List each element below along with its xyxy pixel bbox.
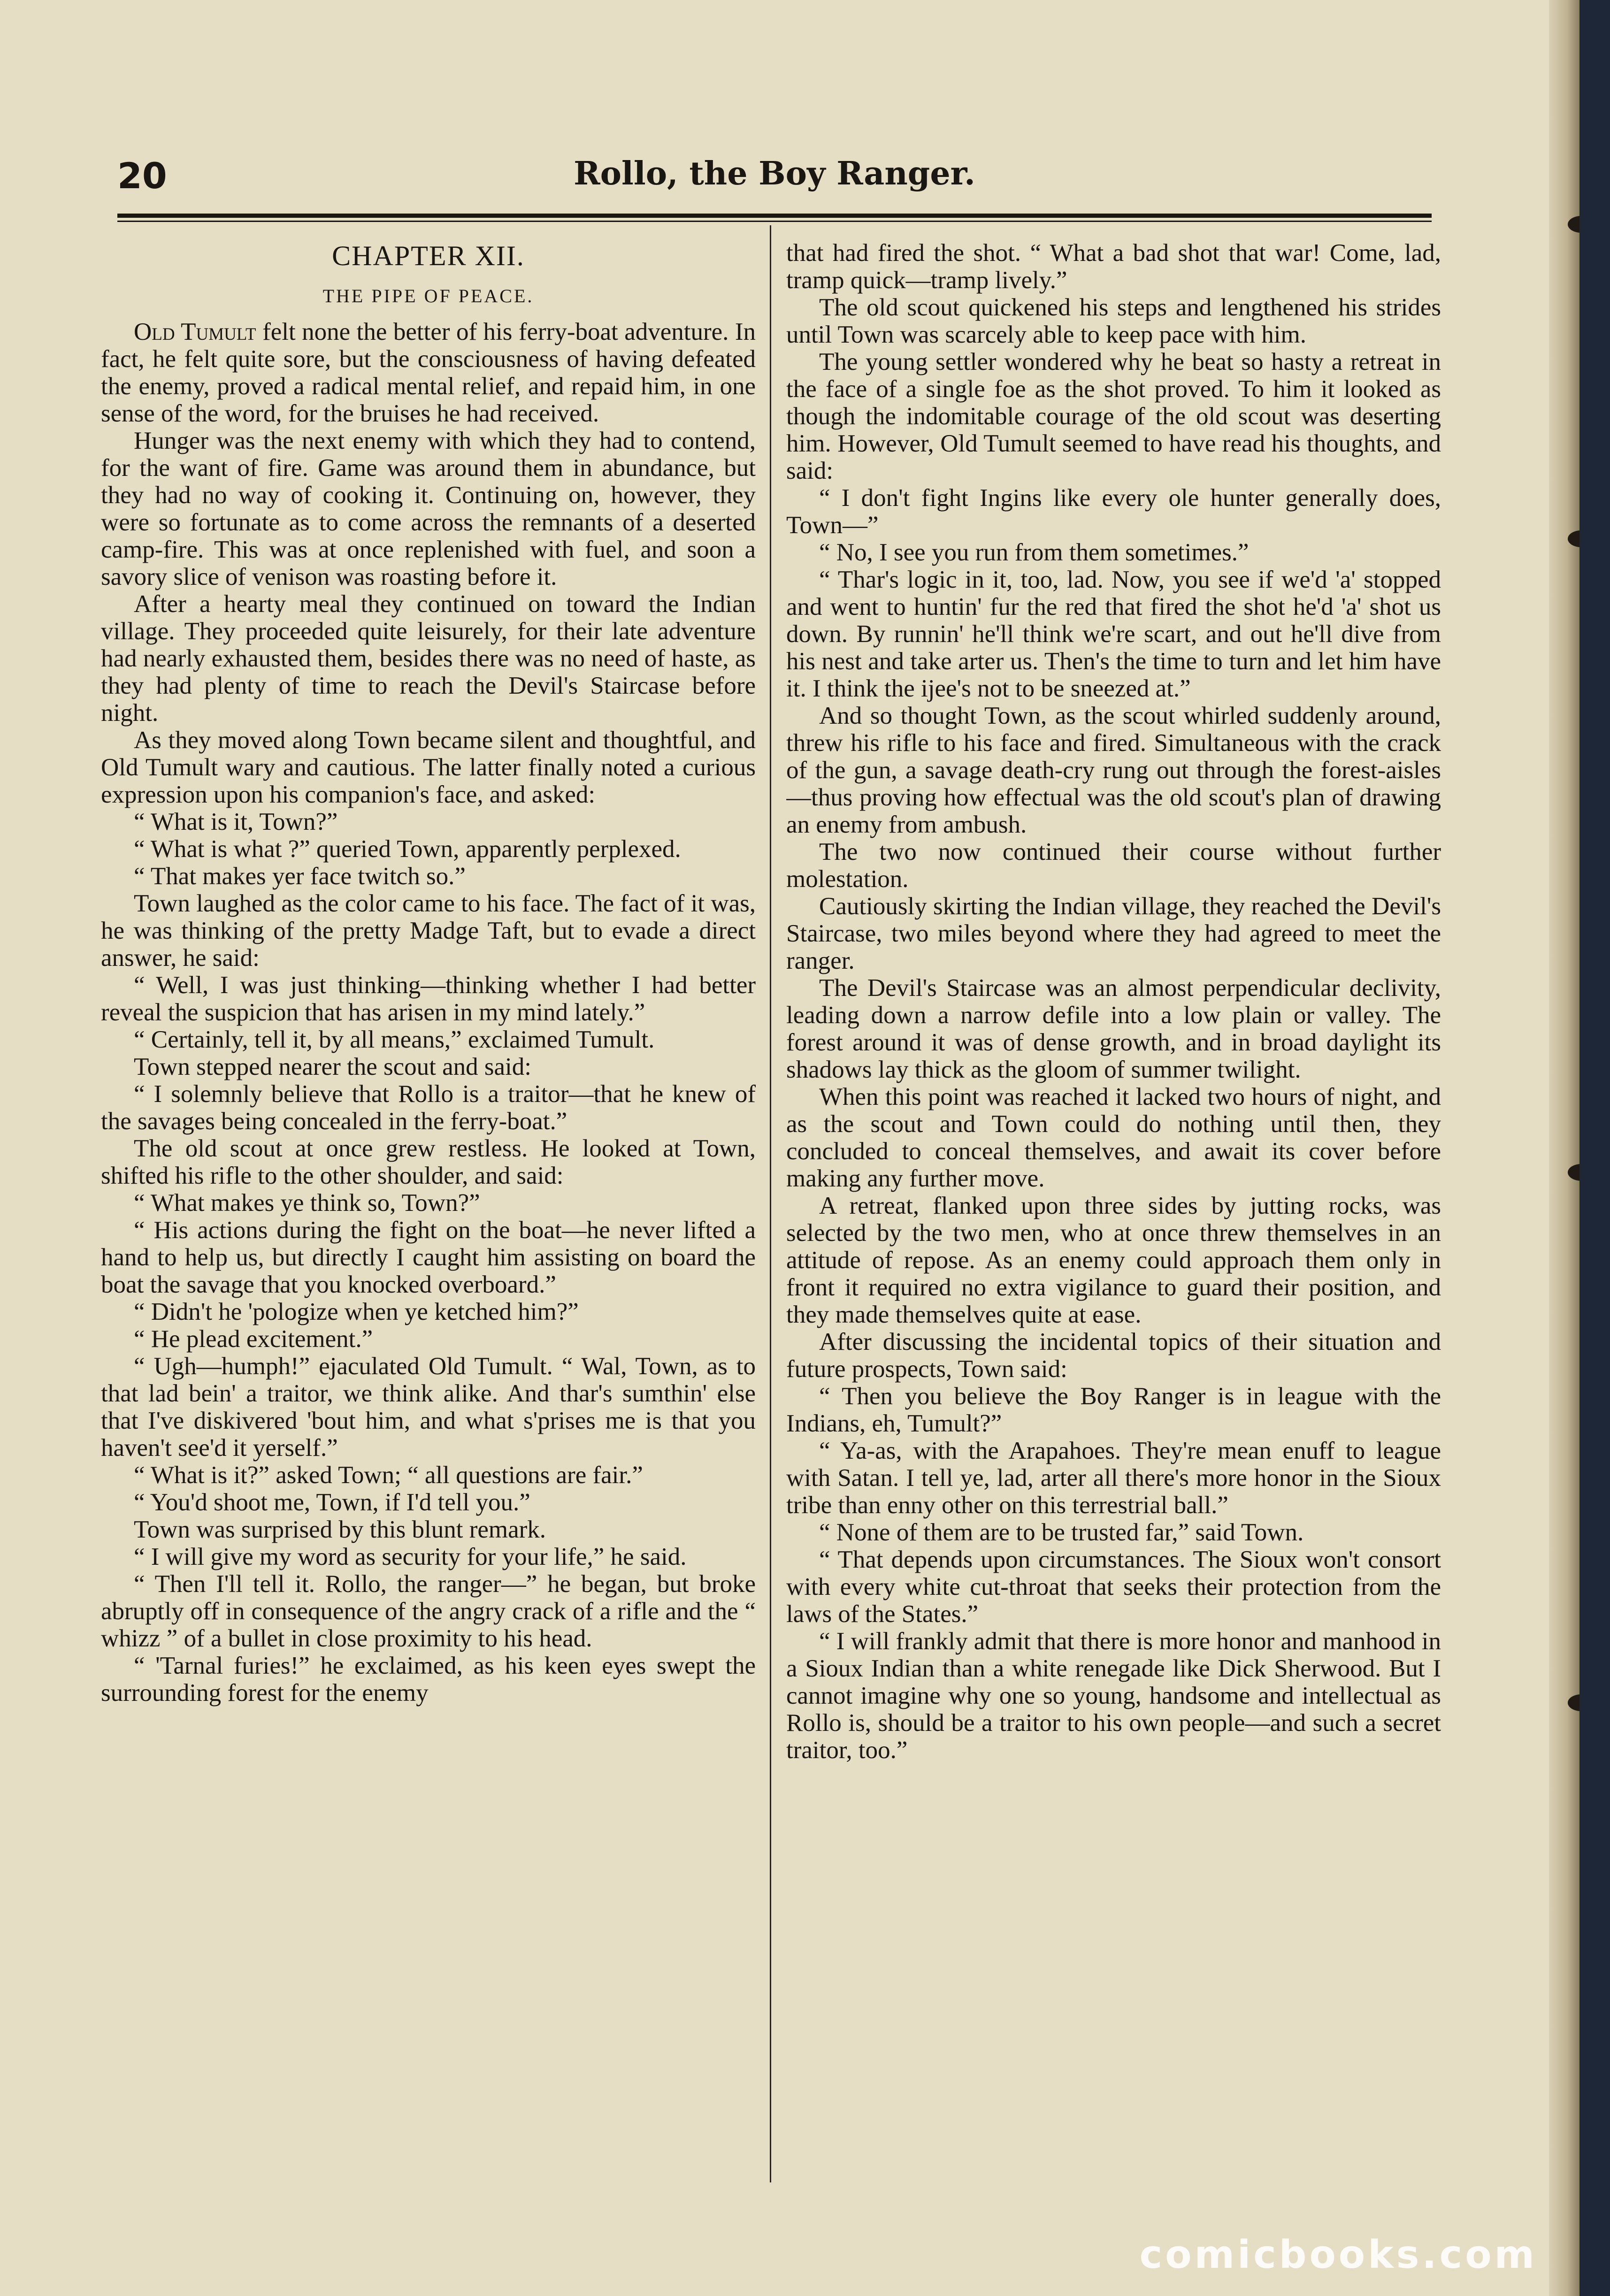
paragraph: “ What is it?” asked Town; “ all questions are fair.”	[134, 1462, 643, 1489]
paragraph: “ You'd shoot me, Town, if I'd tell you.”	[134, 1489, 530, 1516]
paragraph: “ That depends upon circumstances. The Sioux won't consort with every white cut-throat that seeks their protection from the laws of the States.”	[786, 1546, 1441, 1628]
watermark: comicbooks.com	[1139, 2233, 1537, 2277]
running-title: Rollo, the Boy Ranger.	[574, 155, 975, 192]
paragraph: “ He plead excitement.”	[134, 1325, 373, 1353]
paragraph: “ That makes yer face twitch so.”	[134, 863, 466, 890]
paragraph: The old scout at once grew restless. He looked at Town, shifted his rifle to the other shoulder, and said:	[101, 1135, 756, 1189]
paragraph: “ None of them are to be trusted far,” said Town.	[819, 1519, 1304, 1546]
left-paragraphs	[101, 318, 756, 1707]
paragraph: “ Thar's logic in it, too, lad. Now, you see if we'd 'a' stopped and went to huntin' fur the red that fired the shot he'd 'a' shot us down. By runnin' he'll think we're scart, and out he'll dive from his nest and take arter us. Then's the time to turn and let him have it. I think the ijee's not to be sneezed at.”	[786, 566, 1441, 702]
right-column	[786, 239, 1441, 2187]
paragraph: “ I don't fight Ingins like every ole hunter generally does, Town—”	[786, 484, 1441, 539]
paragraph: “ Didn't he 'pologize when ye ketched him?”	[134, 1298, 579, 1325]
paragraph: A retreat, flanked upon three sides by jutting rocks, was selected by the two men, who at once threw themselves in an attitude of repose. As an enemy could approach them only in front it required no extra vigilance to guard their position, and they made themselves quite at ease.	[786, 1192, 1441, 1328]
paragraph: “ I solemnly believe that Rollo is a traitor—that he knew of the savages being concealed in the ferry-boat.”	[101, 1080, 756, 1135]
paragraph: As they moved along Town became silent and thoughtful, and Old Tumult wary and cautious. The latter finally noted a curious expression upon his companion's face, and asked:	[101, 727, 756, 808]
paragraph: “ His actions during the fight on the boat—he never lifted a hand to help us, but directly I caught him assisting on board the boat the savage that you knocked overboard.”	[101, 1217, 756, 1298]
paragraph: Town was surprised by this blunt remark.	[134, 1516, 546, 1543]
chapter-title: CHAPTER XII.	[332, 240, 525, 271]
paragraph: When this point was reached it lacked two hours of night, and as the scout and Town could do nothing until then, they concluded to conceal themselves, and await its cover before making any further move.	[786, 1083, 1441, 1192]
right-paragraphs	[786, 239, 1441, 1764]
header-rule-thin	[117, 221, 1432, 222]
column-divider	[770, 225, 771, 2182]
left-column	[101, 239, 756, 2187]
paragraph: “ I will frankly admit that there is more honor and manhood in a Sioux Indian than a white renegade like Dick Sherwood. But I cannot imagine why one so young, handsome and intellectual as Rollo is, should be a traitor to his own people—and such a secret traitor, too.”	[786, 1628, 1441, 1764]
paragraph: “ Ya-as, with the Arapahoes. They're mean enuff to league with Satan. I tell ye, lad, arter all there's more honor in the Sioux tribe than enny other on this terrestrial ball.”	[786, 1437, 1441, 1519]
paragraph: And so thought Town, as the scout whirled suddenly around, threw his rifle to his face and fired. Simultaneous with the crack of the gun, a savage death-cry rung out through the forest-aisles—thus proving how effectual was the old scout's plan of drawing an enemy from ambush.	[786, 702, 1441, 838]
paragraph: “ Certainly, tell it, by all means,” exclaimed Tumult.	[134, 1026, 655, 1053]
page-spine	[1549, 0, 1579, 2296]
paragraph: Hunger was the next enemy with which they had to contend, for the want of fire. Game was around them in abundance, but they had no way of cooking it. Continuing on, however, they were so fortunate as to come across the remnants of a deserted camp-fire. This was at once replenished with fuel, and soon a savory slice of venison was roasting before it.	[101, 427, 756, 590]
lead-smallcaps: Old Tumult	[134, 318, 256, 345]
paragraph: The old scout quickened his steps and lengthened his strides until Town was scarcely able to keep pace with him.	[786, 294, 1441, 348]
page-number: 20	[117, 155, 167, 197]
paragraph: “ Ugh—humph!” ejaculated Old Tumult. “ Wal, Town, as to that lad bein' a traitor, we think alike. And thar's sumthin' else that I've diskivered 'bout him, and what s'prises me is that you haven't see'd it yerself.”	[101, 1353, 756, 1462]
paragraph: The two now continued their course without further molestation.	[786, 838, 1441, 893]
paragraph: Cautiously skirting the Indian village, they reached the Devil's Staircase, two miles beyond where they had agreed to meet the ranger.	[786, 893, 1441, 974]
paragraph: Town stepped nearer the scout and said:	[134, 1053, 531, 1080]
paragraph: “ What is it, Town?”	[134, 808, 338, 835]
paragraph: The young settler wondered why he beat so hasty a retreat in the face of a single foe as the shot proved. To him it looked as though the indomitable courage of the old scout was deserting him. However, Old Tumult seemed to have read his thoughts, and said:	[786, 348, 1441, 484]
page-header	[117, 155, 1432, 207]
paragraph: Town laughed as the color came to his face. The fact of it was, he was thinking of the pretty Madge Taft, but to evade a direct answer, he said:	[101, 890, 756, 972]
paragraph: “ Well, I was just thinking—thinking whether I had better reveal the suspicion that has arisen in my mind lately.”	[101, 972, 756, 1026]
paragraph: “ What is what ?” queried Town, apparently perplexed.	[134, 835, 681, 863]
paragraph: “ No, I see you run from them sometimes.”	[819, 539, 1249, 566]
paragraph: that had fired the shot. “ What a bad shot that war! Come, lad, tramp quick—tramp lively.”	[786, 239, 1441, 294]
paragraph: Old Tumult felt none the better of his ferry-boat adventure. In fact, he felt quite sore, but the consciousness of having defeated the enemy, proved a radical mental relief, and repaid him, in one sense of the word, for the bruises he had received.	[101, 318, 756, 427]
paragraph: “ Then you believe the Boy Ranger is in league with the Indians, eh, Tumult?”	[786, 1383, 1441, 1437]
paragraph: “ 'Tarnal furies!” he exclaimed, as his keen eyes swept the surrounding forest for the enemy	[101, 1652, 756, 1707]
header-rule	[117, 214, 1432, 218]
paragraph: The Devil's Staircase was an almost perpendicular declivity, leading down a narrow defile into a low plain or valley. The forest around it was of dense growth, and in broad daylight its shadows lay thick as the gloom of summer twilight.	[786, 974, 1441, 1083]
paragraph: After discussing the incidental topics of their situation and future prospects, Town said:	[786, 1328, 1441, 1383]
paragraph: After a hearty meal they continued on toward the Indian village. They proceeded quite leisurely, for their late adventure had nearly exhausted them, besides there was no need of haste, as they had plenty of time to reach the Devil's Staircase before night.	[101, 590, 756, 727]
paragraph: “ What makes ye think so, Town?”	[134, 1189, 480, 1217]
paragraph: “ I will give my word as security for your life,” he said.	[134, 1543, 687, 1570]
chapter-subtitle: THE PIPE OF PEACE.	[322, 285, 534, 306]
paragraph: “ Then I'll tell it. Rollo, the ranger—” he began, but broke abruptly off in consequence of the angry crack of a rifle and the “ whizz ” of a bullet in close proximity to his head.	[101, 1570, 756, 1652]
